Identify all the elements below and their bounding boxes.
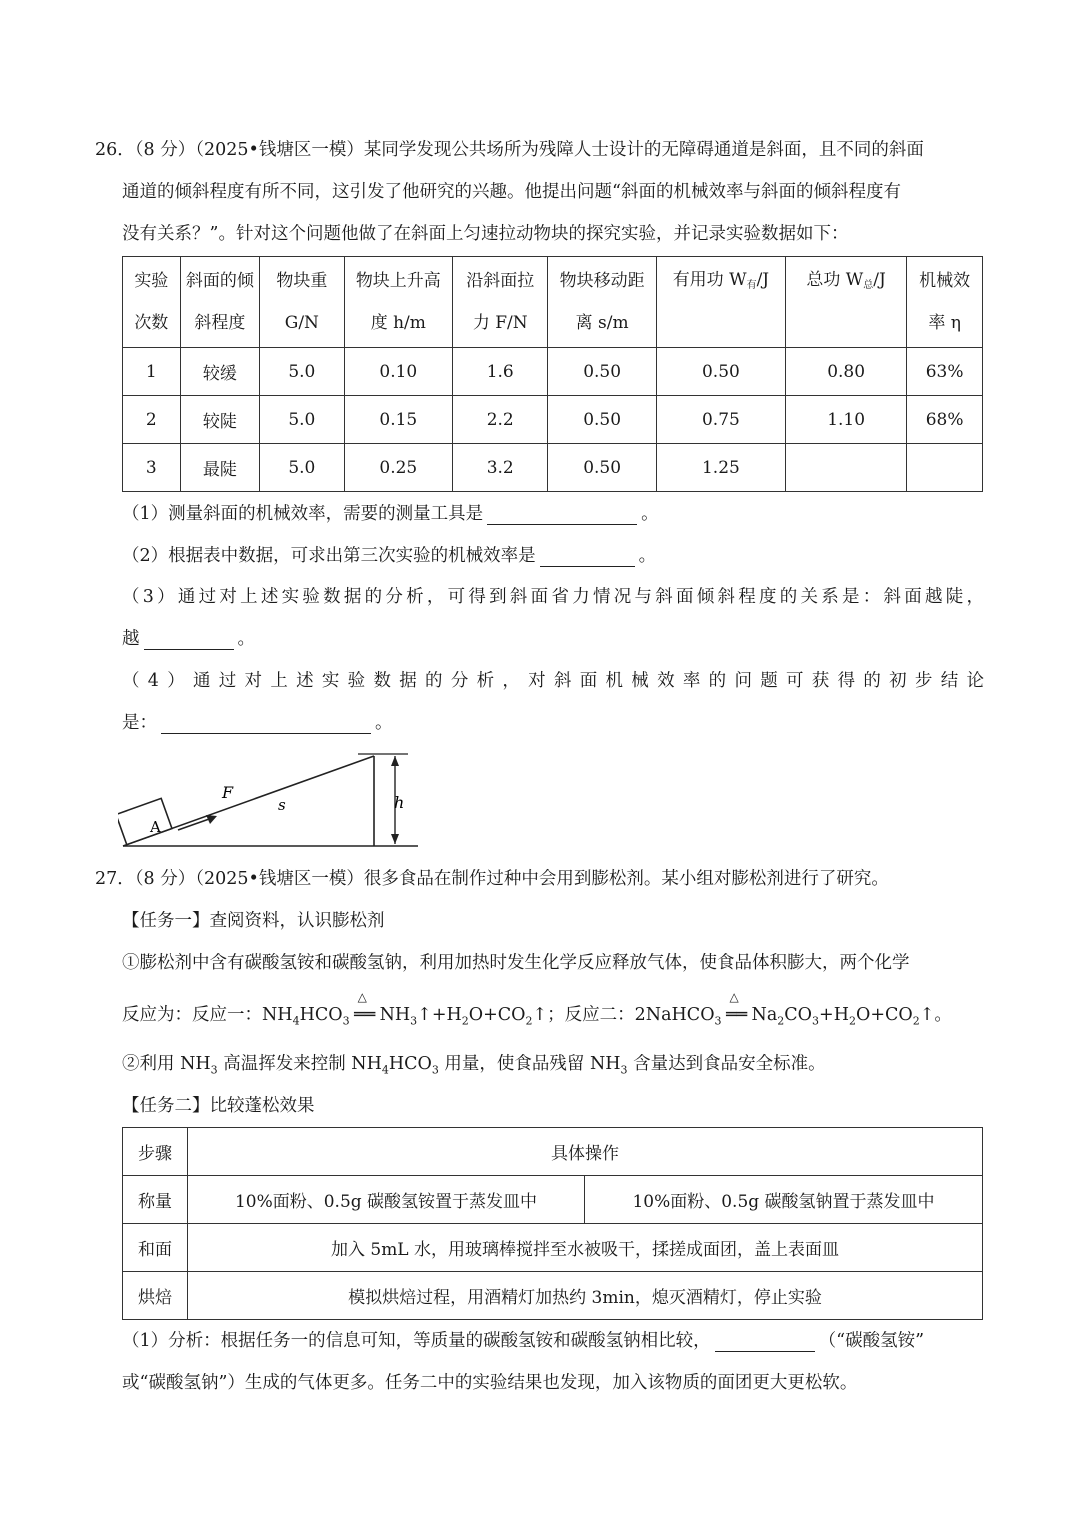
block-a <box>118 798 172 844</box>
table-cell: 5.0 <box>260 396 345 444</box>
table-cell: 3.2 <box>453 444 548 492</box>
table-row <box>123 1224 983 1272</box>
incline-diagram <box>118 748 418 850</box>
q27-task1-title: 【任务一】查阅资料，认识膨松剂 <box>122 911 385 931</box>
q26-header-cell: 物块上升高 度 h/m <box>344 257 452 348</box>
q26-sub4-line1: （4）通过对上述实验数据的分析，对斜面机械效率的问题可获得的初步结论 <box>122 671 984 691</box>
q26-header-cell: 斜面的倾 斜程度 <box>180 257 259 348</box>
q26-header-cell: 物块重 G/N <box>260 257 345 348</box>
table-cell: 2.2 <box>453 396 548 444</box>
q26-line1: 26．（8 分）（2025•钱塘区一模）某同学发现公共场所为残障人士设计的无障碍通道是斜面，且不同的斜面 <box>95 140 924 160</box>
table-cell: 0.10 <box>344 348 452 396</box>
table-cell: 较陡 <box>180 396 259 444</box>
q27-line1: 27．（8 分）（2025•钱塘区一模）很多食品在制作过种中会用到膨松剂。某小组对膨松剂进行了研究。 <box>95 869 889 889</box>
table-cell: 烘焙 <box>123 1272 188 1320</box>
table-cell: 0.15 <box>344 396 452 444</box>
table-cell: 0.50 <box>656 348 785 396</box>
q27-p2: ②利用 $NH_3$ 高温挥发来控制 $NH_4HCO_3$ 用量，使食品残留 $NH_3$ 含量达到食品安全标准。 <box>122 1054 826 1077</box>
table-cell: 和面 <box>123 1224 188 1272</box>
q27-p1-line2: 反应为：反应一：$NH_4HCO_3$ △ ══ $NH_3↑+H_2O+CO_2↑$；反应二：2NaHCO$_3$ △ ══ $Na_2CO_3+H_2O+CO_2↑$。 <box>122 994 984 1043</box>
q26-sub2: （2）根据表中数据，可求出第三次实验的机械效率是 。 <box>122 546 657 566</box>
table-cell: 10%面粉、0.5g 碳酸氢铵置于蒸发皿中 <box>188 1176 585 1224</box>
q26-header-cell: 有用功 $W_有/J$ <box>656 257 785 348</box>
table-cell: 68% <box>907 396 983 444</box>
table-cell <box>907 444 983 492</box>
table-cell: 63% <box>907 348 983 396</box>
q27-sub1-line1: （1）分析：根据任务一的信息可知，等质量的碳酸氢铵和碳酸氢钠相比较， （“碳酸氢铵” <box>122 1331 925 1351</box>
q26-sub4-line2: 是： 。 <box>122 713 393 733</box>
table-cell: 0.50 <box>548 348 656 396</box>
table-cell <box>786 444 907 492</box>
table-cell: 10%面粉、0.5g 碳酸氢钠置于蒸发皿中 <box>585 1176 983 1224</box>
q26-data-table <box>122 256 983 492</box>
q27-task2-title: 【任务二】比较蓬松效果 <box>122 1096 315 1116</box>
table-cell: 5.0 <box>260 444 345 492</box>
height-arrow-top <box>391 756 399 766</box>
q26-sub1: （1）测量斜面的机械效率，需要的测量工具是 。 <box>122 504 659 524</box>
table-row <box>123 444 983 492</box>
table-cell: 2 <box>123 396 181 444</box>
table-cell: 最陡 <box>180 444 259 492</box>
answer-blank[interactable] <box>487 502 637 525</box>
table-cell: 0.75 <box>656 396 785 444</box>
q26-header-cell: 沿斜面拉 力 F/N <box>453 257 548 348</box>
table-header-cell: 步骤 <box>123 1128 188 1176</box>
heat-equals-sign: △ ══ <box>354 990 376 1025</box>
table-cell: 加入 5mL 水，用玻璃棒搅拌至水被吸干，揉搓成面团，盖上表面皿 <box>188 1224 983 1272</box>
q26-line3: 没有关系？”。针对这个问题他做了在斜面上匀速拉动物块的探究实验，并记录实验数据如下： <box>122 224 849 244</box>
answer-blank[interactable] <box>715 1329 815 1352</box>
table-cell: 模拟烘焙过程，用酒精灯加热约 3min，熄灭酒精灯，停止实验 <box>188 1272 983 1320</box>
q26-header-cell: 机械效 率 η <box>907 257 983 348</box>
q26-header-cell: 总功 $W_总/J$ <box>786 257 907 348</box>
table-cell: 0.80 <box>786 348 907 396</box>
table-cell: 称量 <box>123 1176 188 1224</box>
table-cell: 3 <box>123 444 181 492</box>
length-label: s <box>278 796 286 814</box>
q26-line2: 通道的倾斜程度有所不同，这引发了他研究的兴趣。他提出问题“斜面的机械效率与斜面的倾斜程度有 <box>122 182 901 202</box>
height-arrow-bottom <box>391 834 399 844</box>
answer-blank[interactable] <box>161 711 371 734</box>
q26-header-cell: 物块移动距 离 s/m <box>548 257 656 348</box>
q27-procedure-table <box>122 1127 983 1320</box>
q26-sub3-line2: 越 。 <box>122 629 255 649</box>
q26-header-cell: 实验 次数 <box>123 257 181 348</box>
table-cell: 0.50 <box>548 444 656 492</box>
height-label: h <box>394 793 405 812</box>
table-row <box>123 1272 983 1320</box>
force-label: F <box>222 783 234 802</box>
table-row <box>123 348 983 396</box>
answer-blank[interactable] <box>144 627 234 650</box>
table-cell: 0.50 <box>548 396 656 444</box>
block-label: A <box>150 818 161 836</box>
table-cell: 0.25 <box>344 444 452 492</box>
table-cell: 1.10 <box>786 396 907 444</box>
table-cell: 5.0 <box>260 348 345 396</box>
answer-blank[interactable] <box>540 544 635 567</box>
table-row <box>123 1176 983 1224</box>
table-cell: 较缓 <box>180 348 259 396</box>
heat-equals-sign: △ ══ <box>726 990 748 1025</box>
table-cell: 1.6 <box>453 348 548 396</box>
q27-sub1-line2: 或“碳酸氢钠”）生成的气体更多。任务二中的实验结果也发现，加入该物质的面团更大更松软。 <box>122 1373 858 1393</box>
table-row <box>123 1128 983 1176</box>
table-cell: 1.25 <box>656 444 785 492</box>
table-cell: 1 <box>123 348 181 396</box>
table-header-cell: 具体操作 <box>188 1128 983 1176</box>
q26-table-header-row <box>123 257 983 348</box>
table-row <box>123 396 983 444</box>
q26-sub3-line1: （3）通过对上述实验数据的分析，可得到斜面省力情况与斜面倾斜程度的关系是：斜面越陡， <box>122 587 984 607</box>
q27-p1-line1: ①膨松剂中含有碳酸氢铵和碳酸氢钠，利用加热时发生化学反应释放气体，使食品体积膨大，两个化学 <box>122 953 910 973</box>
